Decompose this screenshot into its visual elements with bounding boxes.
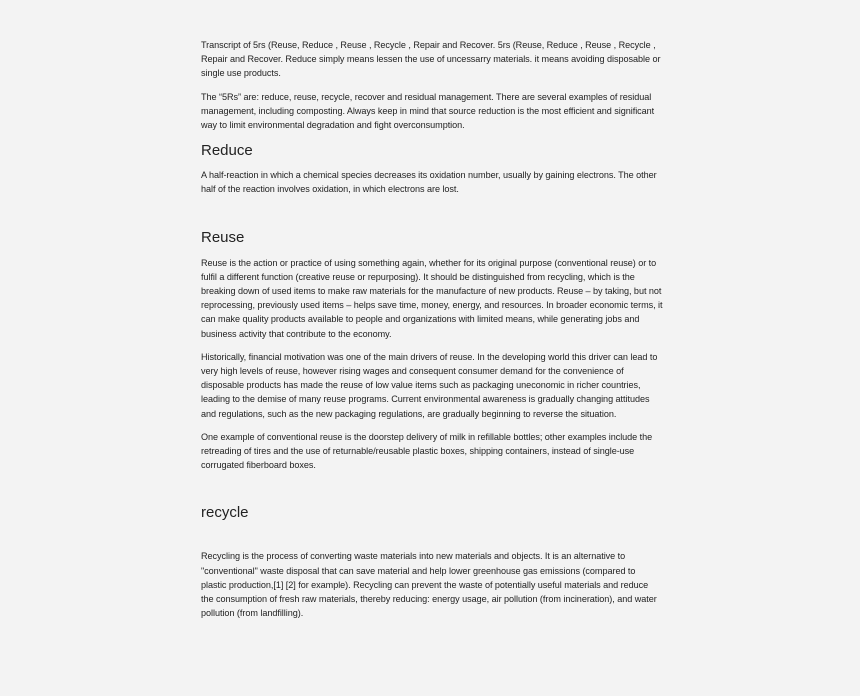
recycle-paragraph: Recycling is the process of converting waste materials into new materials and objects. It is an alternative to "conventional" waste disposal that can save material and help lower greenhouse gas emissions (compared to plastic production,[1] [2] for example). Recycling can prevent the waste of potentially useful materials and reduce the consumption of fresh raw materials, thereby reducing: energy usage, air pollution (from incineration), and water pollution (from landfilling). xyxy=(201,551,657,619)
reuse-paragraph-1: Reuse is the action or practice of using something again, whether for its original purpose (conventional reuse) or to fulfil a different function (creative reuse or repurposing). It should be distinguished from recycling, which is the breaking down of used items to make raw materials for the manufacture of new products. Reuse – by taking, but not reprocessing, previously used items – helps save time, money, energy, and resources. In broader economic terms, it can make quality products available to people and organizations with limited means, while generating jobs and business activity that contribute to the economy. xyxy=(201,257,663,339)
intro-paragraph-1: Transcript of 5rs (Reuse, Reduce , Reuse , Recycle , Repair and Recover. 5rs (Reuse, Reduce , Reuse , Recycle , Repair and Recover. Reduce simply means lessen the use of uncessarry materials. it means avoiding disposable or single use products. xyxy=(201,40,661,79)
heading-reduce: Reduce xyxy=(201,142,253,160)
heading-recycle: recycle xyxy=(201,504,249,522)
reuse-paragraph-2: Historically, financial motivation was one of the main drivers of reuse. In the developing world this driver can lead to very high levels of reuse, however rising wages and consequent consumer demand for the convenience of disposable products has made the reuse of low value items such as packaging uneconomic in richer countries, leading to the demise of many reuse programs. Current environmental awareness is gradually changing attitudes and regulations, such as the new packaging regulations, are gradually beginning to reverse the situation. xyxy=(201,351,658,419)
intro-paragraph-2: The “5Rs” are: reduce, reuse, recycle, recover and residual management. There are several examples of residual management, including composting. Always keep in mind that source reduction is the most efficient and significant way to limit environmental degradation and fight overconsumption. xyxy=(201,91,655,131)
reduce-paragraph: A half-reaction in which a chemical species decreases its oxidation number, usually by gaining electrons. The other half of the reaction involves oxidation, in which electrons are lost. xyxy=(201,170,657,195)
heading-reuse: Reuse xyxy=(201,228,245,246)
document-body xyxy=(201,38,663,620)
reuse-paragraph-3: One example of conventional reuse is the doorstep delivery of milk in refillable bottles; other examples include the retreading of tires and the use of returnable/reusable plastic boxes, shipping containers, instead of single-use corrugated fiberboard boxes. xyxy=(201,431,653,471)
